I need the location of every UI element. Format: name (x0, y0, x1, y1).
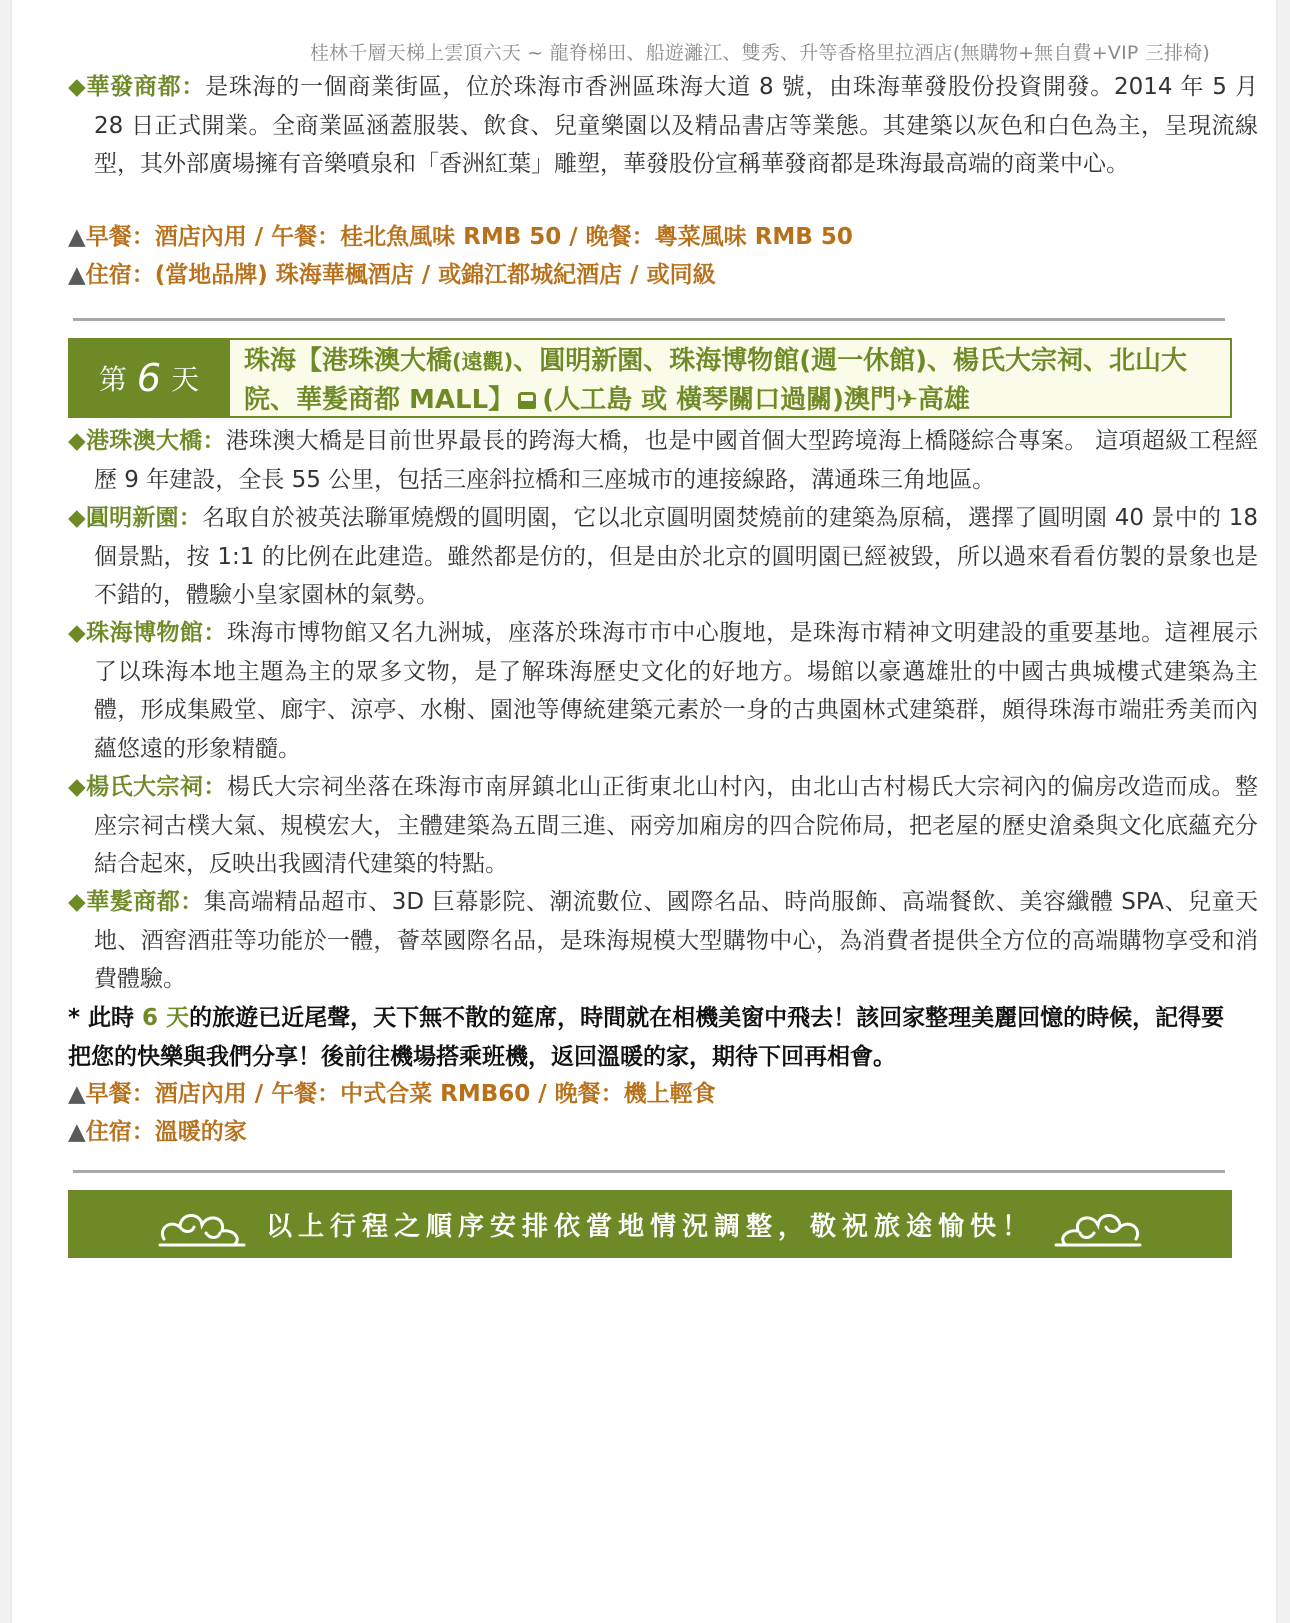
day-number-label: 第 6 天 (70, 340, 230, 416)
attraction-huafa-mall-2: ◆華髮商都：集高端精品超市、3D 巨幕影院、潮流數位、國際名品、時尚服飾、高端餐飲、美容纖體 SPA、兒童天地、酒窖酒莊等功能於一體，薈萃國際名品，是珠海規模大型購物中心，為消費者提供全方位的高端購物享受和消費體驗。 (68, 889, 1258, 992)
day6-title: 珠海【港珠澳大橋(遠觀)、圓明新園、珠海博物館(週一休館)、楊氏大宗祠、北山大院、華髮商都 MALL】 (人工島 或 橫琴關口過關)澳門✈高雄 (244, 346, 1187, 415)
airplane-icon: ✈ (896, 385, 918, 415)
day6-meals: ▲早餐：酒店內用 / 午餐：中式合菜 RMB60 / 晚餐：機上輕食 (68, 1081, 716, 1107)
triangle-bullet-icon: ▲ (68, 1119, 86, 1145)
bus-icon (518, 392, 536, 409)
triangle-bullet-icon: ▲ (68, 1081, 86, 1107)
footer-message: 以上行程之順序安排依當地情況調整，敬祝旅途愉快！ (265, 1211, 1034, 1242)
day5-lodging: ▲住宿：(當地品牌) 珠海華楓酒店 / 或錦江都城紀酒店 / 或同級 (68, 262, 716, 288)
diamond-bullet-icon: ◆ (68, 620, 87, 646)
triangle-bullet-icon: ▲ (68, 262, 86, 288)
footer-banner (68, 1190, 1232, 1258)
day6-lodging: ▲住宿：溫暖的家 (68, 1119, 247, 1145)
diamond-bullet-icon: ◆ (68, 74, 87, 100)
diamond-bullet-icon: ◆ (68, 774, 87, 800)
attraction-yuanming-new-garden: ◆圓明新園：名取自於被英法聯軍燒燬的圓明園，它以北京圓明園焚燒前的建築為原稿，選擇了圓明園 40 景中的 18 個景點，按 1:1 的比例在此建造。雖然都是仿的，但是由於北京的圓明園已經被毀，所以過來看看仿製的景象也是不錯的，體驗小皇家園林的氣勢。 (68, 505, 1258, 608)
day5-meals: ▲早餐：酒店內用 / 午餐：桂北魚風味 RMB 50 / 晚餐：粵菜風味 RMB 50 (68, 224, 853, 250)
diamond-bullet-icon: ◆ (68, 889, 87, 915)
running-header: 桂林千層天梯上雲頂六天 ~ 龍脊梯田、船遊灕江、雙秀、升等香格里拉酒店(無購物+無自費+VIP 三排椅) (309, 42, 1210, 64)
cloud-ornament-icon (1052, 1199, 1144, 1249)
document-page (12, 0, 1276, 1623)
attraction-hzmb: ◆港珠澳大橋：港珠澳大橋是目前世界最長的跨海大橋，也是中國首個大型跨境海上橋隧綜合專案。 這項超級工程經歷 9 年建設，全長 55 公里，包括三座斜拉橋和三座城市的連接線路，溝通珠三角地區。 (68, 428, 1258, 493)
diamond-bullet-icon: ◆ (68, 505, 86, 531)
attraction-name: 華發商都： (86, 74, 206, 100)
attraction-zhuhai-museum: ◆珠海博物館：珠海市博物館又名九洲城，座落於珠海市市中心腹地，是珠海市精神文明建設的重要基地。這裡展示了以珠海本地主題為主的眾多文物，是了解珠海歷史文化的好地方。場館以豪邁雄壯的中國古典城樓式建築為主體，形成集殿堂、廊宇、涼亭、水榭、園池等傳統建築元素於一身的古典園林式建築群，頗得珠海市端莊秀美而內蘊悠遠的形象精髓。 (68, 620, 1259, 762)
section-divider (73, 1170, 1225, 1173)
closing-remark: * 此時 6 天的旅遊已近尾聲，天下無不散的筵席，時間就在相機美窗中飛去！該回家整理美麗回憶的時候，記得要把您的快樂與我們分享！後前往機場搭乘班機，返回溫暖的家，期待下回再相會。 (68, 1005, 1225, 1070)
section-divider (73, 318, 1225, 321)
day6-banner (68, 338, 1232, 418)
triangle-bullet-icon: ▲ (68, 224, 86, 250)
attraction-huafa-mall (68, 68, 1258, 184)
cloud-ornament-icon (156, 1199, 248, 1249)
attraction-yang-ancestral-hall: ◆楊氏大宗祠：楊氏大宗祠坐落在珠海市南屏鎮北山正街東北山村內，由北山古村楊氏大宗祠內的偏房改造而成。整座宗祠古樸大氣、規模宏大，主體建築為五間三進、兩旁加廂房的四合院佈局，把老屋的歷史滄桑與文化底蘊充分結合起來，反映出我國清代建築的特點。 (68, 774, 1259, 877)
diamond-bullet-icon: ◆ (68, 428, 86, 454)
attraction-text: 是珠海的一個商業街區，位於珠海市香洲區珠海大道 8 號，由珠海華發股份投資開發。2014 年 5 月 28 日正式開業。全商業區涵蓋服裝、飲食、兒童樂園以及精品書店等業態。其建築以灰色和白色為主，呈現流線型，其外部廣場擁有音樂噴泉和「香洲紅葉」雕塑，華發股份宣稱華發商都是珠海最高端的商業中心。 (94, 74, 1258, 177)
